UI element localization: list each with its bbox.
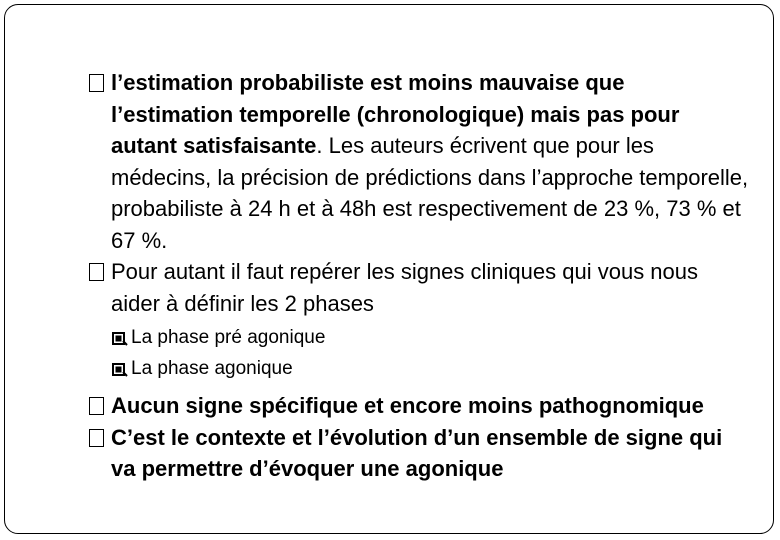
bullet-bold-text: Aucun signe spécifique et encore moins pathognomique: [111, 393, 704, 418]
square-bullet-icon: [89, 74, 104, 92]
sub-bullet-text: La phase pré agonique: [131, 327, 326, 348]
square-bullet-icon: [89, 429, 104, 447]
sub-bullet-item: [89, 322, 749, 353]
q-checkbox-icon: [111, 329, 129, 347]
q-checkbox-icon: [111, 360, 129, 378]
slide: [4, 4, 774, 534]
bullet-bold-text: l’estimation probabiliste est moins mauvaise que l’estimation temporelle (chronologique) mais pas pour autant satisfaisante: [111, 70, 680, 158]
sub-bullet-text: La phase agonique: [131, 358, 293, 379]
bullet-item: [89, 422, 749, 485]
bullet-bold-text: C’est le contexte et l’évolution d’un ensemble de signe qui va permettre d’évoquer une agonique: [111, 424, 723, 481]
bullet-list: [89, 67, 749, 485]
bullet-text: Pour autant il faut repérer les signes cliniques qui vous nous aider à définir les 2 phases: [111, 259, 699, 316]
sub-bullet-item: [89, 353, 749, 384]
bullet-item: [89, 390, 749, 422]
bullet-item: [89, 256, 749, 319]
bullet-text: . Les auteurs écrivent que pour les médecins, la précision de prédictions dans l’approche temporelle, probabiliste à 24 h et à 48h est respectivement de 23 %, 73 % et 67 %.: [111, 133, 749, 253]
square-bullet-icon: [89, 263, 104, 281]
square-bullet-icon: [89, 397, 104, 415]
bullet-item: [89, 67, 749, 256]
